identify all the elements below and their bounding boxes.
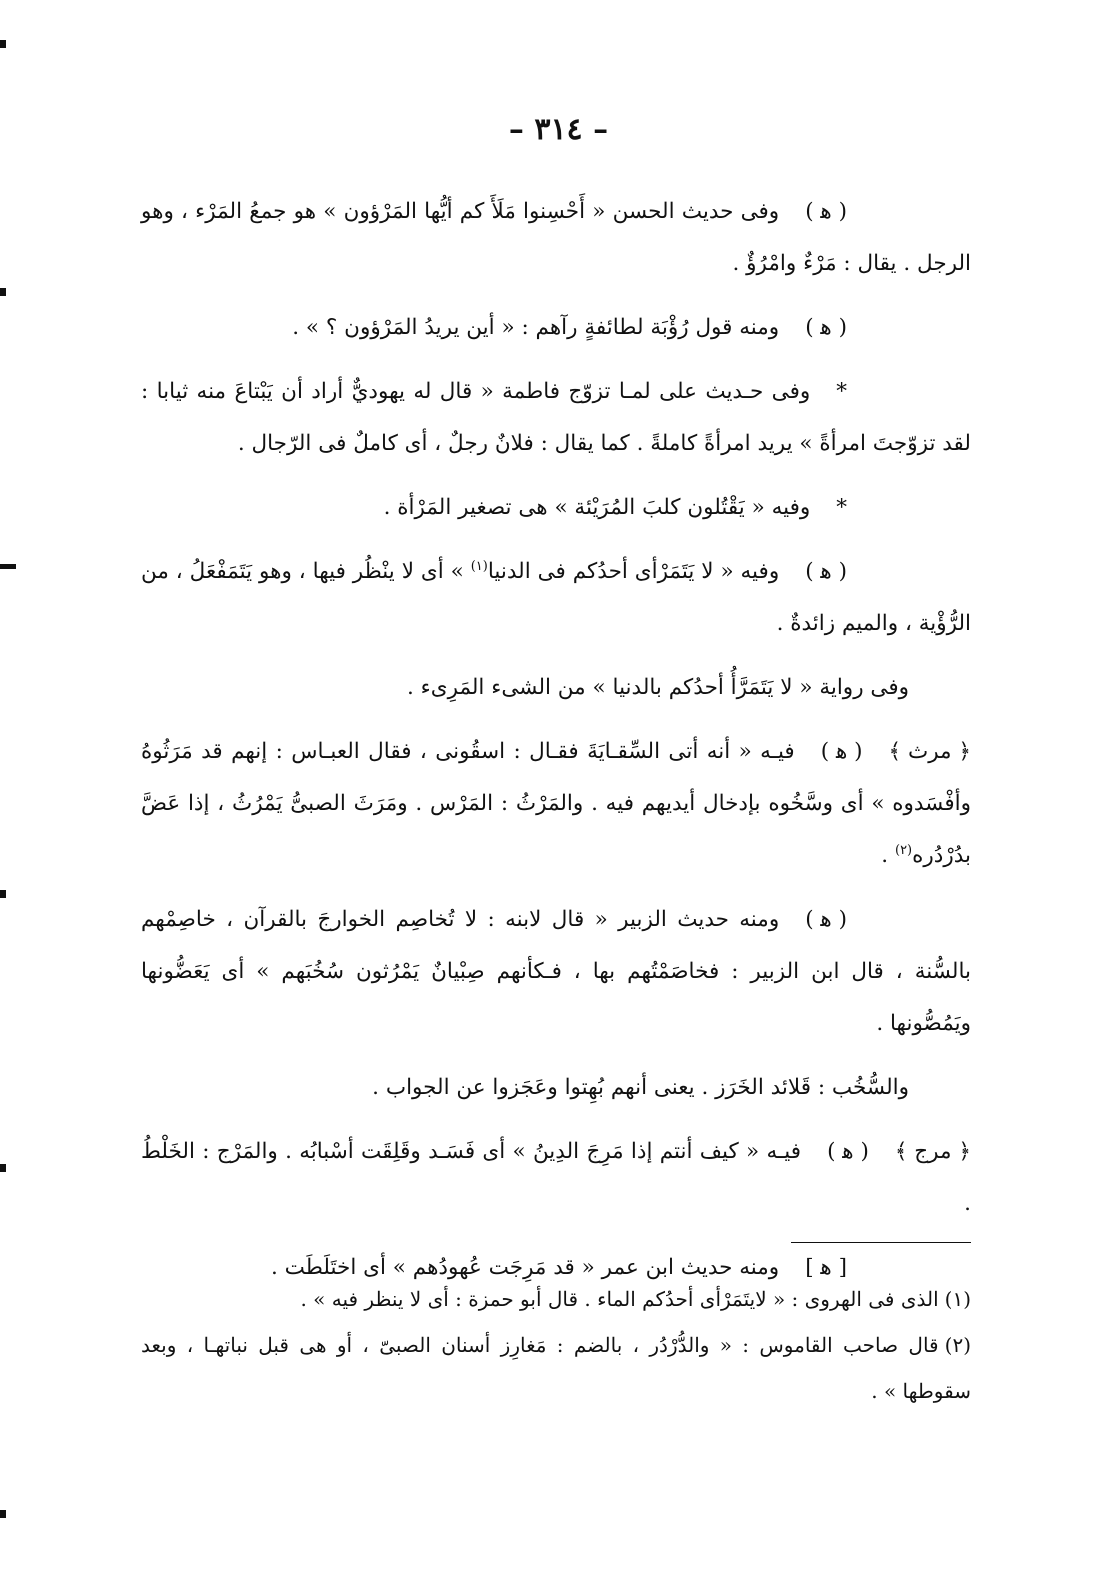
paragraph-text: والسُّخُب : قَلائد الخَرَز . يعنى أنهم بُهِتوا وعَجَزوا عن الجواب . [372,1075,909,1100]
footnote [141,1322,971,1414]
paragraph [141,302,971,354]
footnote-ref[interactable]: (٢) [894,842,913,858]
footnote-divider [791,1242,971,1243]
paragraph [141,186,971,290]
footnote-number: (٢) [944,1333,971,1357]
paragraph [141,662,971,714]
paragraph-text: ومنه حديث ابن عمر « قد مَرِجَت عُهودُهم » أى اختَلَطَت . [271,1255,780,1280]
entry-heading: ﴿ مرث ﴾ [888,739,971,764]
footnote [141,1276,971,1322]
footnote-text: الذى فى الهروى : « لايتَمَرْأى أحدُكم الماء . قال أبو حمزة : أى لا ينظر فيه » . [300,1287,939,1311]
paragraph [141,1062,971,1114]
page-number: – ٣١٤ – [508,112,609,147]
source-mark: ( ﻫ ) [805,199,847,224]
paragraph-text: فيـه « أنه أتى السِّقـايَةَ فقـال : اسقُونى ، فقال العبـاس : إنهم قد مَرَثُوهُ وأفْسَدوه » أى وسَّخُوه بإدخال أيديهم فيه . والمَرْثُ : المَرْس . ومَرَثَ الصبىُّ يَمْرُثُ ، إذا عَضَّ بدُرْدُره [141,739,971,868]
paragraph-text-after: . [881,843,889,868]
source-mark: ( ﻫ ) [805,907,847,932]
entry-paragraph [141,1126,971,1230]
entry-paragraph [141,726,971,882]
source-mark: ( ﻫ ) [805,559,847,584]
footnote-number: (١) [944,1287,971,1311]
scan-edge-mark [0,890,6,898]
paragraph-text: وفى رواية « لا يَتَمَرَّأُ أحدُكم بالدنيا » من الشىء المَرِىء . [406,675,909,700]
entry-heading: ﴿ مرج ﴾ [894,1139,971,1164]
asterisk-mark: * [836,495,847,520]
source-mark: ( ﻫ ) [820,739,863,764]
paragraph-text: ومنه قول رُؤْبَة لطائفةٍ رآهم : « أين يريدُ المَرْؤون ؟ » . [292,315,780,340]
paragraph [141,366,971,470]
scan-edge-mark [0,40,6,48]
paragraph-text: وفيه « لا يَتَمَرْأى أحدُكم فى الدنيا [487,559,780,584]
asterisk-mark: * [836,379,847,404]
scan-edge-mark [0,1164,6,1172]
paragraph [141,482,971,534]
paragraph-text-after: » أى لا ينْظُر فيها ، وهو يَتَمَفْعَلُ ، من الرُّؤْية ، والميم زائدةٌ . [141,559,971,636]
footnote-ref[interactable]: (١) [470,558,488,574]
footnote-text: قال صاحب القاموس : « والدُّرْدُر ، بالضم : مَغارِز أسنان الصبىّ ، أو هى قبل نباتهـا ، وبعد سقوطها » . [141,1333,971,1403]
paragraph-text: فيـه « كيف أنتم إذا مَرِجَ الدِينُ » أى فَسَـد وقَلِقَت أسْبابُه . والمَرْج : الخَلْطُ . [141,1139,971,1216]
paragraph-text: ومنه حديث الزبير « قال لابنه : لا تُخاصِم الخوارجَ بالقرآن ، خاصِمْهم بالسُّنة ، قال ابن الزبير : فخاصَمْتُهم بها ، فـكأنهم صِبْيانٌ يَمْرُثون سُخُبَهم » أى يَعَضُّونها ويَمُصُّونها . [141,907,971,1036]
paragraph-text: وفى حديث الحسن « أَحْسِنوا مَلَأَ كم أيُّها المَرْؤون » هو جمعُ المَرْء ، وهو الرجل . يقال : مَرْءٌ وامْرُؤٌ . [141,199,971,276]
source-mark: [ ﻫ ] [805,1255,847,1280]
paragraph-text: وفيه « يَقْتُلون كلبَ المُرَيْئة » هى تصغير المَرْأة . [383,495,811,520]
source-mark: ( ﻫ ) [827,1139,869,1164]
paragraph-text: وفى حـديث على لمـا تزوّج فاطمة « قال له يهوديٌّ أراد أن يَبْتاعَ منه ثيابا : لقد تزوّجتَ امرأةً » يريد امرأةً كاملةً . كما يقال : فلانٌ رجلٌ ، أى كاملٌ فى الرّجال . [141,379,971,456]
footnotes [141,1276,971,1414]
scan-edge-mark [0,288,6,296]
main-text [141,186,971,1306]
source-mark: ( ﻫ ) [805,315,847,340]
paragraph [141,546,971,650]
paragraph [141,894,971,1050]
scan-edge-mark [0,1510,6,1518]
scan-edge-mark [0,564,16,569]
